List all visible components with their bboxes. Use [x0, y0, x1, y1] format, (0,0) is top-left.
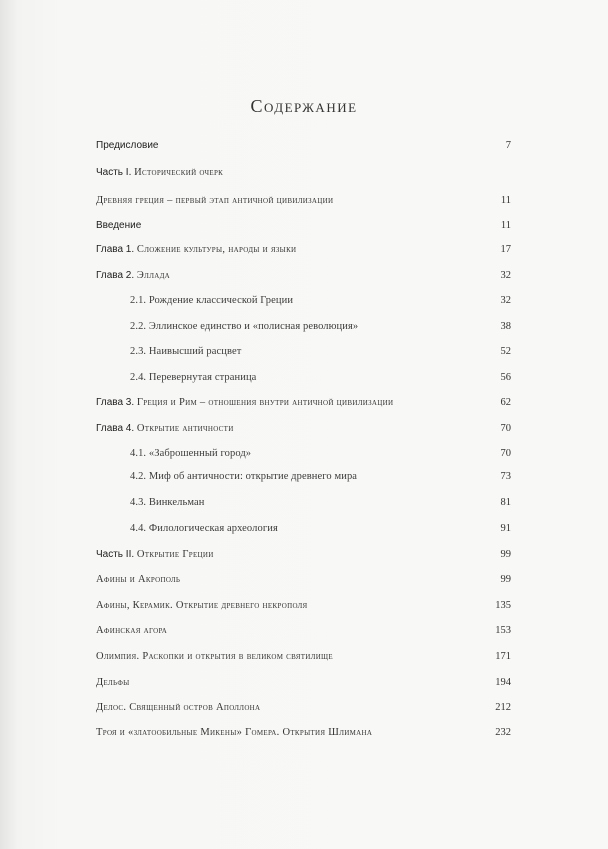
toc-page-number: 91 — [500, 523, 511, 534]
toc-entry-title: 4.2. Миф об античности: открытие древнего мира — [130, 471, 358, 482]
toc-section-4-3[interactable] — [96, 495, 511, 511]
toc-entry-title: 2.2. Эллинское единство и «полисная революция» — [130, 321, 359, 332]
toc-entry-title: 2.1. Рождение классической Греции — [130, 295, 294, 306]
toc-page-number: 56 — [500, 372, 511, 383]
toc-entry-title: Греция и Рим – отношения внутри античной цивилизации — [136, 397, 394, 408]
toc-entry-olympia[interactable] — [96, 649, 511, 665]
toc-page-number: 194 — [495, 677, 511, 688]
toc-entry-title: Афинская агора — [96, 625, 168, 636]
toc-entry-title: Эллада — [136, 270, 171, 281]
toc-entry-title: Открытие античности — [136, 423, 234, 434]
toc-chapter-3[interactable] — [96, 395, 511, 411]
toc-page-number: 32 — [500, 295, 511, 306]
toc-entry-prefix: Глава 2. — [96, 270, 137, 281]
toc-entry-prefix: Часть II. — [96, 549, 137, 560]
toc-entry-title: Древняя греция – первый этап античной цивилизации — [96, 195, 334, 206]
toc-page-number: 99 — [500, 574, 511, 585]
toc-page-number: 135 — [495, 600, 511, 611]
toc-entry-title: 4.3. Винкельман — [130, 497, 205, 508]
toc-part-1[interactable] — [96, 165, 511, 181]
toc-page-number: 153 — [495, 625, 511, 636]
toc-page-number: 171 — [495, 651, 511, 662]
toc-page-number: 32 — [500, 270, 511, 281]
toc-entry-delphi[interactable] — [96, 675, 511, 691]
toc-entry-prefix: Введение — [96, 220, 142, 231]
toc-section-2-1[interactable] — [96, 293, 511, 309]
toc-part-2[interactable] — [96, 547, 511, 563]
toc-page-number: 70 — [500, 423, 511, 434]
toc-entry-title: 2.3. Наивысший расцвет — [130, 346, 242, 357]
toc-page-number: 70 — [500, 448, 511, 459]
toc-entry-title: Делос. Священный остров Аполлона — [96, 702, 261, 713]
toc-entry-title: 4.4. Филологическая археология — [130, 523, 278, 534]
toc-section-4-4[interactable] — [96, 521, 511, 537]
toc-section-4-2[interactable] — [96, 469, 511, 485]
toc-entry-prefix: Глава 4. — [96, 423, 137, 434]
toc-entry-prefix: Глава 1. — [96, 244, 137, 255]
toc-page-number: 73 — [500, 471, 511, 482]
toc-entry-title: Открытие Греции — [136, 549, 214, 560]
toc-entry-delos[interactable] — [96, 700, 511, 716]
page-title: Содержание — [250, 96, 358, 116]
toc-entry-title: Афины, Керамик. Открытие древнего некрополя — [96, 600, 308, 611]
toc-section-2-3[interactable] — [96, 344, 511, 360]
toc-entry-introduction[interactable] — [96, 218, 511, 234]
toc-entry-prefix: Предисловие — [96, 140, 159, 151]
toc-section-4-1[interactable] — [96, 446, 511, 462]
toc-page-number: 52 — [500, 346, 511, 357]
toc-entry-athens-acropolis[interactable] — [96, 572, 511, 588]
toc-entry-greece-first-stage[interactable] — [96, 193, 511, 209]
toc-chapter-2[interactable] — [96, 268, 511, 284]
toc-page-number: 7 — [505, 140, 511, 151]
toc-entry-athens-kerameikos[interactable] — [96, 598, 511, 614]
toc-entry-title: 4.1. «Заброшенный город» — [130, 448, 252, 459]
toc-entry-title: 2.4. Перевернутая страница — [130, 372, 257, 383]
toc-page-number: 62 — [500, 397, 511, 408]
toc-entry-title: Сложение культуры, народы и языки — [136, 244, 297, 255]
toc-page-number: 17 — [500, 244, 511, 255]
toc-entry-prefix: Глава 3. — [96, 397, 137, 408]
toc-page-number: 232 — [495, 727, 511, 738]
toc-section-2-2[interactable] — [96, 319, 511, 335]
toc-chapter-4[interactable] — [96, 421, 511, 437]
toc-section-2-4[interactable] — [96, 370, 511, 386]
toc-page-number: 99 — [500, 549, 511, 560]
toc-entry-athenian-agora[interactable] — [96, 623, 511, 639]
toc-entry-title: Исторический очерк — [134, 167, 224, 178]
toc-entry-title: Троя и «златообильные Микены» Гомера. Открытия Шлимана — [96, 727, 373, 738]
toc-entry-title: Олимпия. Раскопки и открытия в великом святилище — [96, 651, 333, 662]
toc-page-number: 38 — [500, 321, 511, 332]
toc-entry-preface[interactable] — [96, 138, 511, 154]
toc-entry-title: Афины и Акрополь — [96, 574, 181, 585]
toc-page-number: 81 — [500, 497, 511, 508]
toc-entry-troy-mycenae[interactable] — [96, 725, 511, 741]
toc-chapter-1[interactable] — [96, 242, 511, 258]
toc-entry-prefix: Часть I. — [96, 167, 135, 178]
toc-entry-title: Дельфы — [96, 677, 130, 688]
toc-page-number: 11 — [500, 220, 511, 231]
toc-page-number: 11 — [500, 195, 511, 206]
toc-page-number: 212 — [495, 702, 511, 713]
